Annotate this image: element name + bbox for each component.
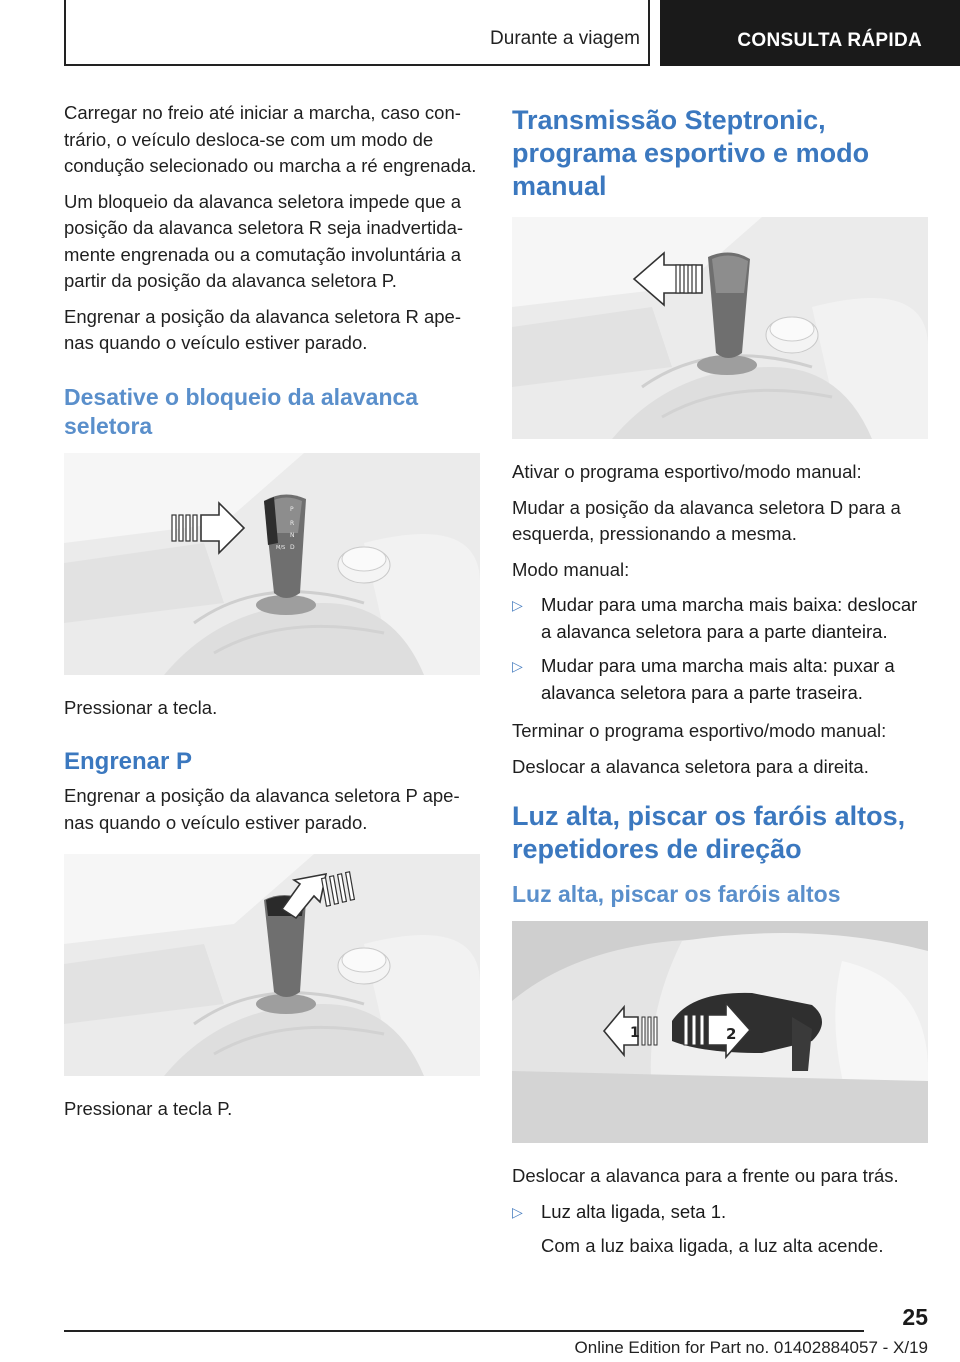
- header-rule-bottom: [64, 64, 650, 66]
- list-item: ▷ Mudar para uma marcha mais alta: puxar a alavanca seletora para a parte traseira.: [512, 655, 895, 703]
- paragraph-beam-note: Com a luz baixa ligada, a luz alta acende.: [541, 1235, 884, 1256]
- list-item: ▷ Mudar para uma marcha mais baixa: deslocar a alavanca seletora para a parte dianteira.: [512, 594, 918, 642]
- gear-p-label: P: [290, 505, 294, 513]
- paragraph-reverse: Engrenar a posição da alavanca seletora R apenas quando o veículo estiver parado.: [64, 305, 461, 353]
- heading-park: Engrenar P: [64, 748, 193, 775]
- caption-park: Pressionar a tecla P.: [64, 1098, 233, 1119]
- list-item: ▷ Luz alta ligada, seta 1.: [512, 1199, 928, 1226]
- manual-mode-list: [512, 592, 928, 706]
- label-arrow-2: 2: [726, 1025, 737, 1043]
- left-column: [64, 100, 480, 1132]
- figure-unlock-button: [64, 453, 480, 675]
- heading-steptronic: Transmissão Steptronic, programa esportivo e modo manual: [512, 105, 870, 201]
- heading-highbeam-sub: Luz alta, piscar os faróis altos: [512, 881, 841, 907]
- paragraph-manual: Modo manual:: [512, 558, 630, 580]
- triangle-bullet-icon: ▷: [512, 1203, 523, 1220]
- paragraph-lock: Um bloqueio da alavanca seletora impede que a posição da alavanca seletora R seja inadvertidamente engrenada ou a comutação involuntária a partir da posição da alavanca seletora P.: [64, 190, 464, 291]
- triangle-bullet-icon: ▷: [512, 658, 523, 674]
- paragraph-lever: Deslocar a alavanca para a frente ou para trás.: [512, 1165, 899, 1186]
- triangle-bullet-icon: ▷: [512, 597, 523, 613]
- heading-unlock: Desative o bloqueio da alavanca seletora: [64, 383, 419, 439]
- heading-highbeam: Luz alta, piscar os faróis altos, repetidores de direção: [512, 801, 906, 864]
- right-column: [512, 100, 928, 1269]
- label-arrow-1: 1: [630, 1025, 640, 1041]
- figure-turn-lever: [512, 921, 928, 1143]
- paragraph-end-action: Deslocar a alavanca seletora para a direita.: [512, 755, 869, 777]
- gear-n-label: N: [290, 531, 295, 539]
- header-section-title: Durante a viagem: [490, 28, 640, 49]
- header-tab-label: CONSULTA RÁPIDA: [737, 30, 922, 51]
- caption-unlock: Pressionar a tecla.: [64, 696, 218, 718]
- header-separator: [648, 0, 650, 66]
- figure-steptronic-lever: [512, 217, 928, 439]
- header-tab[interactable]: [660, 0, 960, 66]
- figure-park-button: [64, 854, 480, 1076]
- paragraph-activate: Ativar o programa esportivo/modo manual:: [512, 461, 862, 482]
- gear-r-label: R: [290, 519, 295, 527]
- paragraph-end: Terminar o programa esportivo/modo manual:: [512, 720, 887, 741]
- page-header: [0, 0, 960, 66]
- gear-ms-label: M/S: [276, 544, 286, 551]
- gear-d-label: D: [290, 543, 295, 551]
- header-rule-left: [64, 0, 66, 66]
- paragraph-park: Engrenar a posição da alavanca seletora P apenas quando o veículo estiver parado.: [64, 785, 460, 833]
- paragraph-brake: Carregar no freio até iniciar a marcha, caso contrário, o veículo desloca-se com um modo de condução selecionado ou marcha a ré engrenada.: [64, 102, 477, 176]
- highbeam-list: [512, 1199, 928, 1226]
- footer-rule: [64, 1330, 864, 1332]
- page-number: 25: [902, 1304, 928, 1330]
- paragraph-move-d: Mudar a posição da alavanca seletora D para a esquerda, pressionando a mesma.: [512, 496, 901, 544]
- footer-edition: Online Edition for Part no. 01402884057 - X/19: [574, 1338, 928, 1357]
